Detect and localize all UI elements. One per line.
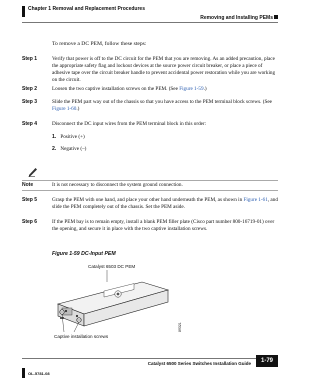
step-text: If the PEM bay is to remain empty, install a blank PEM filler plate (Cisco part number 800-16719-01) over the opening, and secure it in place with the two captive installation screws. [52,219,275,232]
chapter-title: Chapter 1 Removal and Replacement Procedures [28,6,145,12]
doc-id: OL-5781-08 [28,371,50,376]
substep-positive: 1. Positive (+) [52,134,85,140]
step-label: Step 6 [22,219,38,225]
section-title: Removing and Installing PEMs [200,15,273,21]
step-label: Step 5 [22,197,38,203]
step-label: Step 2 [22,86,38,92]
header-bar-left [22,6,25,17]
substep-negative: 2. Negative (–) [52,146,87,152]
note-rule [22,180,278,181]
figure-title: Figure 1-59 DC-Input PEM [52,251,116,257]
step-label: Step 4 [22,121,38,127]
figure-number: 89321 [178,322,182,332]
figure-link[interactable]: Figure 1-61 [243,197,268,203]
note-label: Note [22,182,34,188]
note-pencil-icon [28,167,38,177]
dc-pem-illustration [52,260,176,342]
guide-title: Catalyst 6500 Series Switches Installation Guide [147,361,251,366]
figure-link[interactable]: Figure 1-59 [179,86,204,92]
intro-text: To remove a DC PEM, follow these steps: [52,41,147,47]
step-text: Verify that power is off to the DC circuit for the PEM that you are removing. As an added precaution, place the appropriate safety flag and lockout devices at the source power circuit breaker, or place a piece of adhesive tape over the circuit breaker handle to prevent accidental power restoration while you are working on the circuit. [52,56,276,83]
callout-captive-screws: Captive installation screws [54,334,109,339]
callout-catalyst-pem: Catalyst 6503 DC PEM [88,264,136,269]
step-label: Step 1 [22,56,38,62]
header-rule [22,22,278,23]
footer-rule [22,358,278,359]
step-text: Grasp the PEM with one hand, and place your other hand underneath the PEM, as shown in Figure 1-61, and slide the PEM completely out of the chassis. Set the PEM aside. [52,197,278,210]
step-label: Step 3 [22,99,38,105]
step-text: Slide the PEM part way out of the chassis so that you have access to the PEM terminal block screws. (See Figure 1-60.) [52,99,272,112]
footer-bar-left [22,368,25,378]
step-text: Loosen the two captive installation screws on the PEM. (See Figure 1-59.) [52,86,207,92]
note-text: It is not necessary to disconnect the system ground connection. [52,182,183,188]
header-square [274,15,278,19]
note-rule [22,190,278,191]
page-number: 1-79 [256,355,278,367]
figure-link[interactable]: Figure 1-60 [52,106,77,112]
step-text: Disconnect the DC input wires from the PEM terminal block in this order: [52,121,207,127]
